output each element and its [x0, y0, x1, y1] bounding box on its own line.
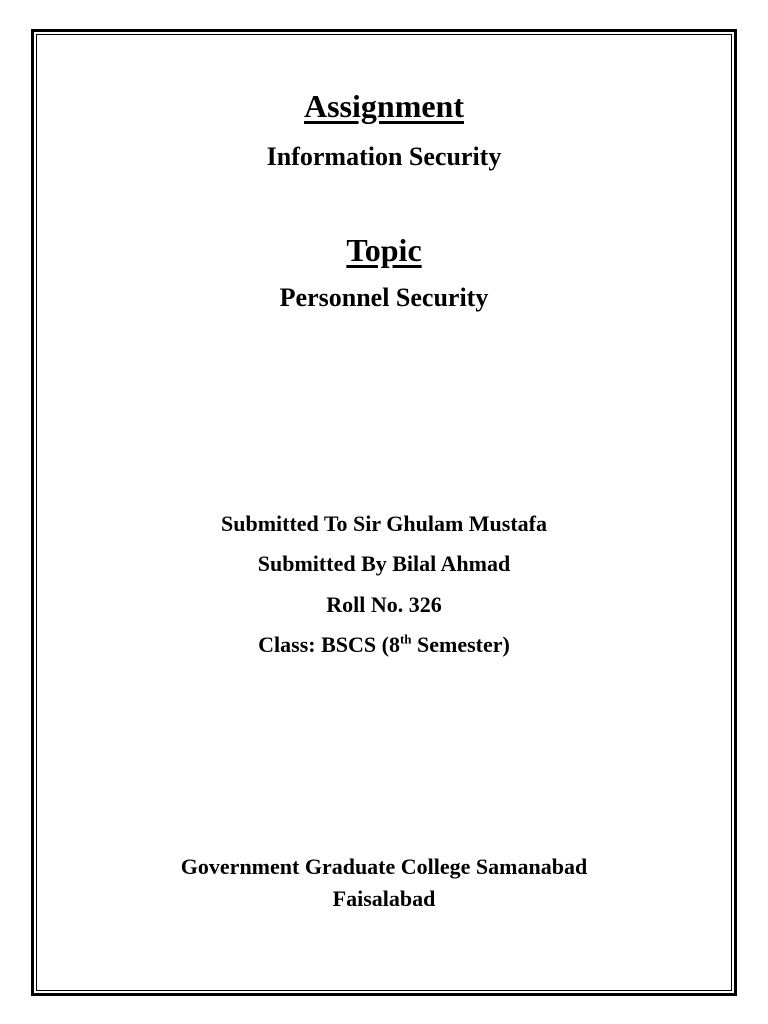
subject-name: Information Security [266, 142, 502, 171]
topic-heading: Topic [346, 232, 422, 268]
topic-name: Personnel Security [279, 283, 489, 312]
roll-number: Roll No. 326 [326, 592, 442, 617]
class-suffix: Semester) [411, 632, 510, 657]
class-info [0, 631, 768, 657]
class-superscript: th [399, 631, 412, 647]
college-name: Government Graduate College Samanabad [180, 854, 588, 879]
submitted-to: Submitted To Sir Ghulam Mustafa [220, 511, 547, 536]
college-city: Faisalabad [332, 886, 436, 911]
document-title: Assignment [303, 88, 464, 124]
submitted-by: Submitted By Bilal Ahmad [257, 551, 511, 576]
class-prefix: Class: BSCS (8 [258, 632, 400, 657]
